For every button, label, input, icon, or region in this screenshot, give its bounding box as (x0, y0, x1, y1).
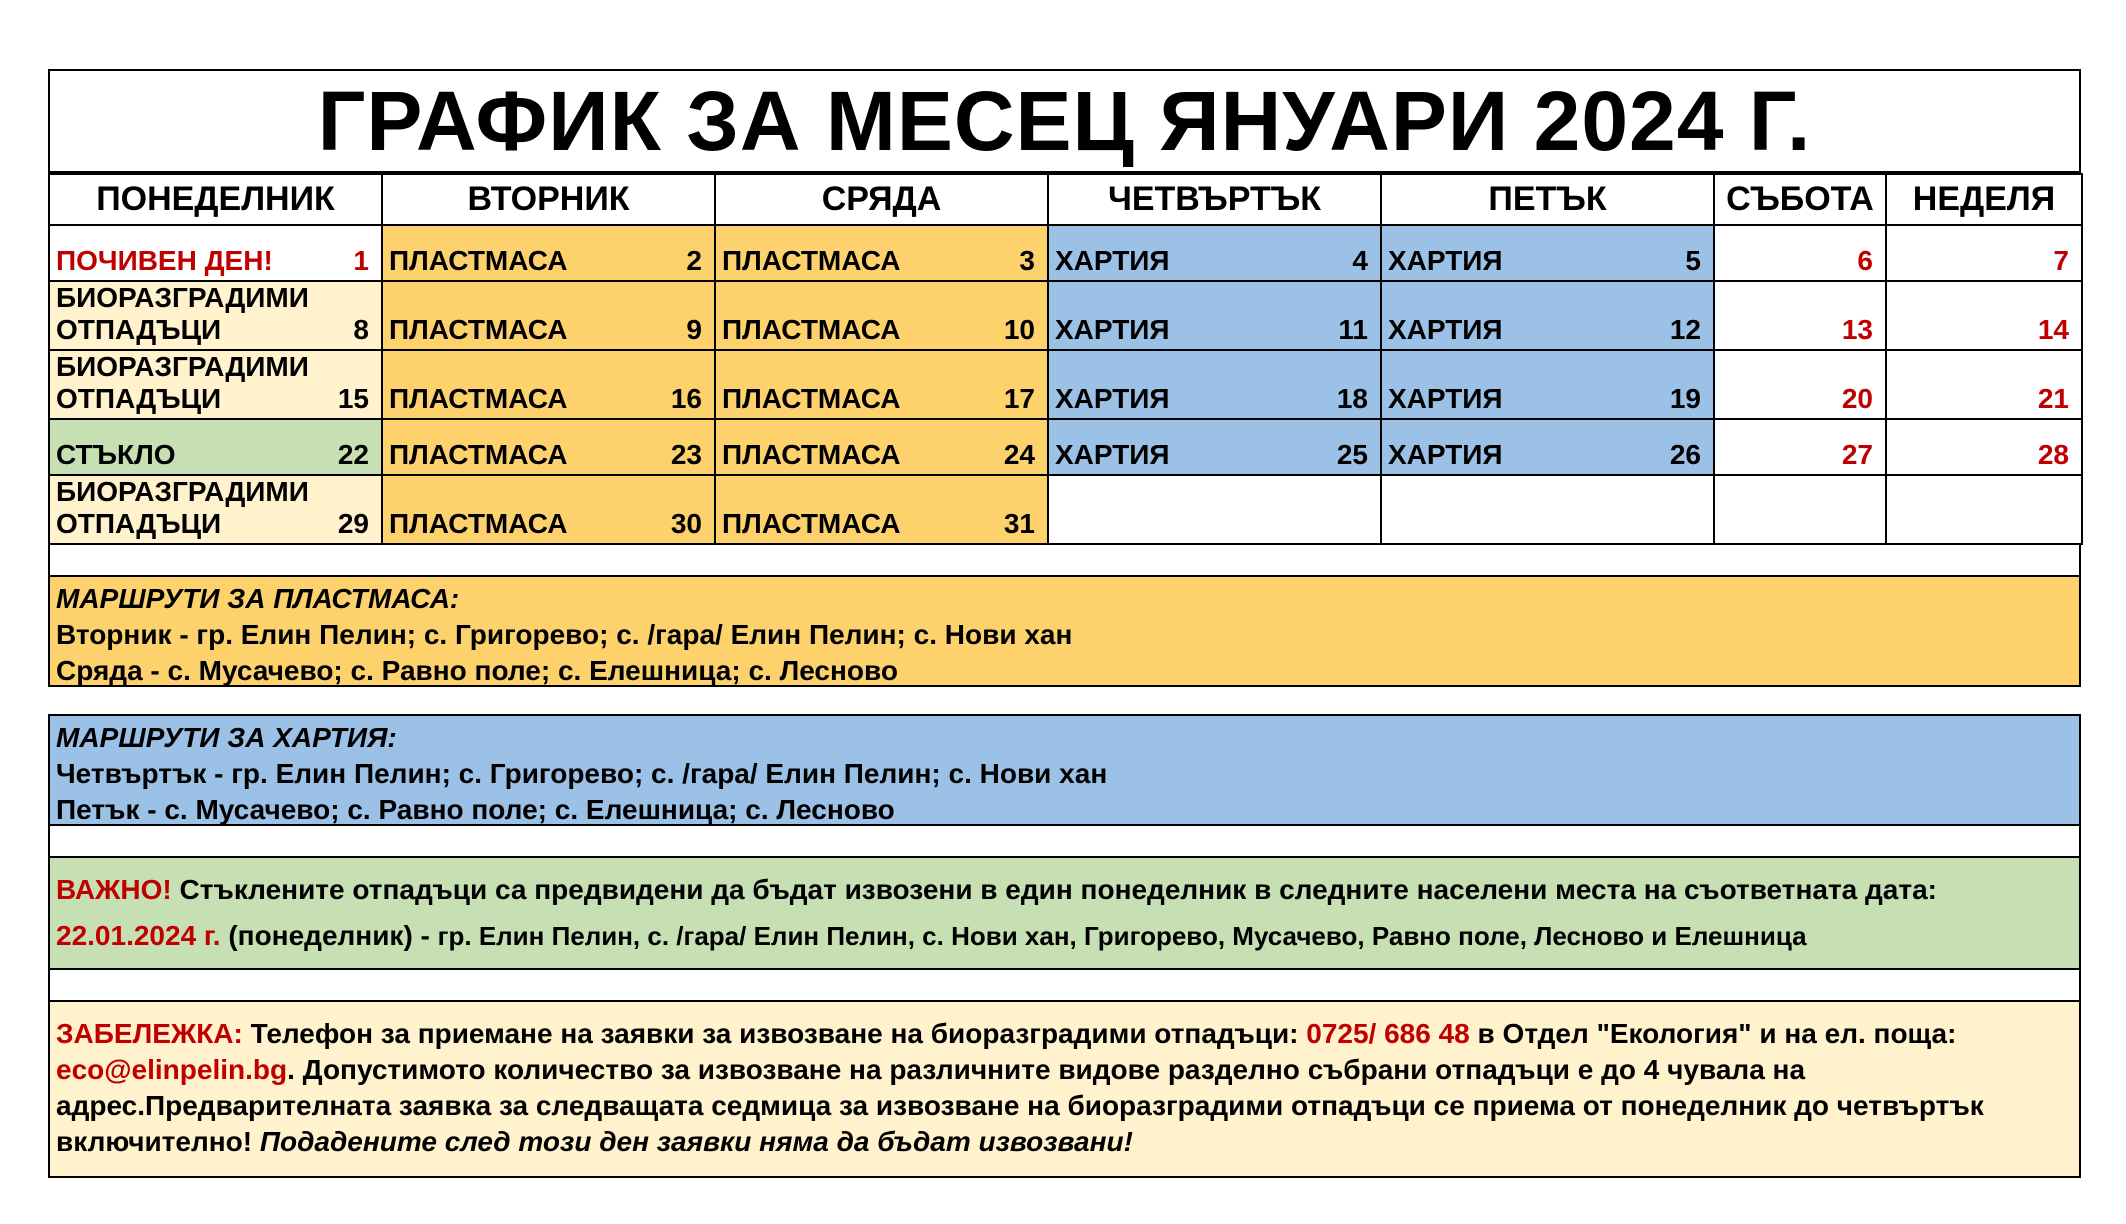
day-cell-content (50, 282, 381, 349)
calendar-body (49, 225, 2082, 544)
day-cell-content (716, 282, 1047, 349)
day-collection-label: ПЛАСТМАСА (722, 508, 901, 539)
calendar-day-cell (1714, 419, 1886, 475)
calendar-day-cell (715, 281, 1048, 350)
calendar-day-cell (1381, 281, 1714, 350)
day-number: 13 (1841, 314, 1873, 345)
glass-notice-body: Стъклените отпадъци са предвидени да бъдат извозени в един понеделник в следните населени места на съответната дата: (171, 874, 1937, 905)
glass-day: (понеделник) - (220, 920, 438, 951)
day-collection-label: БИОРАЗГРАДИМИ ОТПАДЪЦИ (56, 351, 309, 414)
paper-route-friday: Петък - с. Мусачево; с. Равно поле; с. Елешница; с. Лесново (56, 794, 895, 825)
calendar-day-cell (49, 475, 382, 544)
day-number: 23 (670, 439, 702, 470)
calendar-day-cell (1048, 281, 1381, 350)
day-cell-content (1887, 476, 2081, 543)
note-warning: Подадените след този ден заявки няма да бъдат извозвани! (259, 1126, 1133, 1157)
calendar-day-cell (1886, 350, 2082, 419)
page-title: ГРАФИК ЗА МЕСЕЦ ЯНУАРИ 2024 Г. (48, 69, 2081, 173)
day-number: 10 (1003, 314, 1035, 345)
day-collection-label: ПОЧИВЕН ДЕН! (56, 245, 273, 276)
plastic-route-wednesday: Сряда - с. Мусачево; с. Равно поле; с. Елешница; с. Лесново (56, 655, 898, 686)
day-number: 11 (1338, 314, 1368, 345)
day-number: 16 (670, 383, 702, 414)
day-number: 14 (2037, 314, 2069, 345)
schedule-sheet (48, 69, 2081, 1178)
day-collection-label: ХАРТИЯ (1055, 383, 1170, 414)
calendar-week-row (49, 419, 2082, 475)
day-number: 6 (1857, 245, 1873, 276)
day-collection-label: ХАРТИЯ (1055, 245, 1170, 276)
spacer (48, 970, 2081, 1000)
weekday-header-row (49, 174, 2082, 225)
day-cell-content (1715, 476, 1885, 543)
day-cell-content (1887, 226, 2081, 280)
calendar-day-cell (1714, 475, 1886, 544)
spacer (48, 826, 2081, 856)
day-cell-content (1715, 226, 1885, 280)
day-number: 1 (353, 245, 369, 276)
day-number: 26 (1669, 439, 1701, 470)
day-cell-content (1382, 351, 1713, 418)
plastic-route-tuesday: Вторник - гр. Елин Пелин; с. Григорево; с. /гара/ Елин Пелин; с. Нови хан (56, 619, 1073, 650)
day-cell-content (1049, 420, 1380, 474)
day-number: 9 (686, 314, 702, 345)
important-label: ВАЖНО! (56, 874, 172, 905)
glass-notice-date-line (56, 918, 2073, 954)
weekday-wednesday: СРЯДА (715, 174, 1048, 225)
weekday-monday: ПОНЕДЕЛНИК (49, 174, 382, 225)
day-collection-label: ХАРТИЯ (1055, 314, 1170, 345)
day-cell-content (1715, 282, 1885, 349)
calendar-day-cell (715, 475, 1048, 544)
day-number: 24 (1003, 439, 1035, 470)
day-cell-content (50, 351, 381, 418)
day-number: 31 (1003, 508, 1035, 539)
paper-routes-heading: МАРШРУТИ ЗА ХАРТИЯ: (56, 722, 397, 753)
day-number: 7 (2053, 245, 2069, 276)
day-cell-content (383, 226, 714, 280)
day-number: 5 (1685, 245, 1701, 276)
day-collection-label: ХАРТИЯ (1388, 439, 1503, 470)
day-collection-label: ПЛАСТМАСА (389, 439, 568, 470)
day-cell-content (1049, 351, 1380, 418)
weekday-saturday: СЪБОТА (1714, 174, 1886, 225)
day-number: 3 (1019, 245, 1035, 276)
day-collection-label: ПЛАСТМАСА (389, 383, 568, 414)
calendar-day-cell (1381, 350, 1714, 419)
day-number: 4 (1352, 245, 1368, 276)
calendar-day-cell (49, 419, 382, 475)
day-cell-content (383, 476, 714, 543)
day-cell-content (50, 476, 381, 543)
phone-number: 0725/ 686 48 (1306, 1018, 1470, 1049)
day-collection-label: ХАРТИЯ (1388, 383, 1503, 414)
plastic-routes-heading: МАРШРУТИ ЗА ПЛАСТМАСА: (56, 583, 460, 614)
calendar-day-cell (49, 225, 382, 281)
calendar-week-row (49, 225, 2082, 281)
day-cell-content (50, 226, 381, 280)
day-collection-label: ПЛАСТМАСА (722, 439, 901, 470)
day-cell-content (383, 351, 714, 418)
calendar-day-cell (382, 350, 715, 419)
weekday-friday: ПЕТЪК (1381, 174, 1714, 225)
calendar-day-cell (1048, 225, 1381, 281)
day-cell-content (716, 476, 1047, 543)
calendar-day-cell (1886, 225, 2082, 281)
day-cell-content (716, 351, 1047, 418)
day-collection-label: ХАРТИЯ (1388, 245, 1503, 276)
day-cell-content (1382, 226, 1713, 280)
day-number: 8 (353, 314, 369, 345)
calendar-week-row (49, 475, 2082, 544)
day-number: 21 (2037, 383, 2069, 414)
day-cell-content (1382, 282, 1713, 349)
day-collection-label: БИОРАЗГРАДИМИ ОТПАДЪЦИ (56, 282, 309, 345)
day-number: 27 (1841, 439, 1873, 470)
calendar-day-cell (1381, 225, 1714, 281)
day-collection-label: ПЛАСТМАСА (389, 508, 568, 539)
day-cell-content (1049, 226, 1380, 280)
day-cell-content (50, 420, 381, 474)
day-collection-label: БИОРАЗГРАДИМИ ОТПАДЪЦИ (56, 476, 309, 539)
calendar-day-cell (382, 419, 715, 475)
day-collection-label: СТЪКЛО (56, 439, 176, 470)
day-collection-label: ПЛАСТМАСА (389, 314, 568, 345)
note-box (48, 1000, 2081, 1178)
calendar-day-cell (1714, 281, 1886, 350)
day-number: 15 (337, 383, 369, 414)
day-number: 18 (1336, 383, 1368, 414)
glass-notice-box (48, 856, 2081, 970)
day-number: 28 (2037, 439, 2069, 470)
calendar-day-cell (382, 225, 715, 281)
day-cell-content (1382, 420, 1713, 474)
spacer (48, 545, 2081, 575)
calendar-day-cell (1381, 475, 1714, 544)
calendar-day-cell (49, 350, 382, 419)
day-number: 12 (1669, 314, 1701, 345)
day-cell-content (1049, 282, 1380, 349)
day-cell-content (716, 226, 1047, 280)
day-cell-content (383, 282, 714, 349)
calendar-day-cell (715, 225, 1048, 281)
weekday-thursday: ЧЕТВЪРТЪК (1048, 174, 1381, 225)
calendar-table (48, 173, 2083, 545)
day-cell-content (1049, 476, 1380, 543)
day-cell-content (1887, 282, 2081, 349)
day-number: 17 (1003, 383, 1035, 414)
day-collection-label: ПЛАСТМАСА (722, 383, 901, 414)
glass-notice-text (56, 872, 2073, 908)
calendar-day-cell (382, 281, 715, 350)
day-collection-label: ПЛАСТМАСА (389, 245, 568, 276)
day-cell-content (1715, 420, 1885, 474)
day-cell-content (1887, 420, 2081, 474)
calendar-day-cell (1886, 475, 2082, 544)
calendar-day-cell (715, 350, 1048, 419)
email-address: eco@elinpelin.bg (56, 1054, 288, 1085)
day-number: 20 (1841, 383, 1873, 414)
day-cell-content (1887, 351, 2081, 418)
calendar-day-cell (1048, 475, 1381, 544)
note-label: ЗАБЕЛЕЖКА: (56, 1018, 243, 1049)
note-text-3: . Допустимото количество за извозване на различните видове разделно събрани отпадъци е до 4 чувала на адрес.Предварителната заявка за следващата седмица за извозване на биоразградими отпадъци се приема от понеделник до четвъртък включително! (56, 1054, 1984, 1157)
day-cell-content (1382, 476, 1713, 543)
calendar-day-cell (1048, 350, 1381, 419)
day-collection-label: ХАРТИЯ (1388, 314, 1503, 345)
calendar-day-cell (1381, 419, 1714, 475)
day-number: 22 (337, 439, 369, 470)
calendar-week-row (49, 350, 2082, 419)
weekday-sunday: НЕДЕЛЯ (1886, 174, 2082, 225)
calendar-week-row (49, 281, 2082, 350)
day-collection-label: ПЛАСТМАСА (722, 245, 901, 276)
day-collection-label: ХАРТИЯ (1055, 439, 1170, 470)
calendar-day-cell (1714, 350, 1886, 419)
gap (48, 687, 2081, 714)
glass-places: гр. Елин Пелин, с. /гара/ Елин Пелин, с. Нови хан, Григорево, Мусачево, Равно поле, Лесново и Елешница (437, 921, 1807, 951)
paper-routes-box (48, 714, 2081, 826)
paper-route-thursday: Четвъртък - гр. Елин Пелин; с. Григорево; с. /гара/ Елин Пелин; с. Нови хан (56, 758, 1108, 789)
day-number: 25 (1336, 439, 1368, 470)
calendar-day-cell (1714, 225, 1886, 281)
day-cell-content (1715, 351, 1885, 418)
day-number: 30 (670, 508, 702, 539)
note-text-2: в Отдел "Екология" и на ел. поща: (1469, 1018, 1957, 1049)
weekday-tuesday: ВТОРНИК (382, 174, 715, 225)
calendar-day-cell (1886, 419, 2082, 475)
calendar-day-cell (382, 475, 715, 544)
day-collection-label: ПЛАСТМАСА (722, 314, 901, 345)
calendar-day-cell (49, 281, 382, 350)
calendar-day-cell (1048, 419, 1381, 475)
day-cell-content (383, 420, 714, 474)
glass-date: 22.01.2024 г. (56, 920, 221, 951)
day-number: 2 (686, 245, 702, 276)
day-number: 19 (1669, 383, 1701, 414)
plastic-routes-box (48, 575, 2081, 687)
calendar-day-cell (715, 419, 1048, 475)
note-text-1: Телефон за приемане на заявки за извозване на биоразградими отпадъци: (242, 1018, 1307, 1049)
calendar-day-cell (1886, 281, 2082, 350)
day-cell-content (716, 420, 1047, 474)
day-number: 29 (337, 508, 369, 539)
